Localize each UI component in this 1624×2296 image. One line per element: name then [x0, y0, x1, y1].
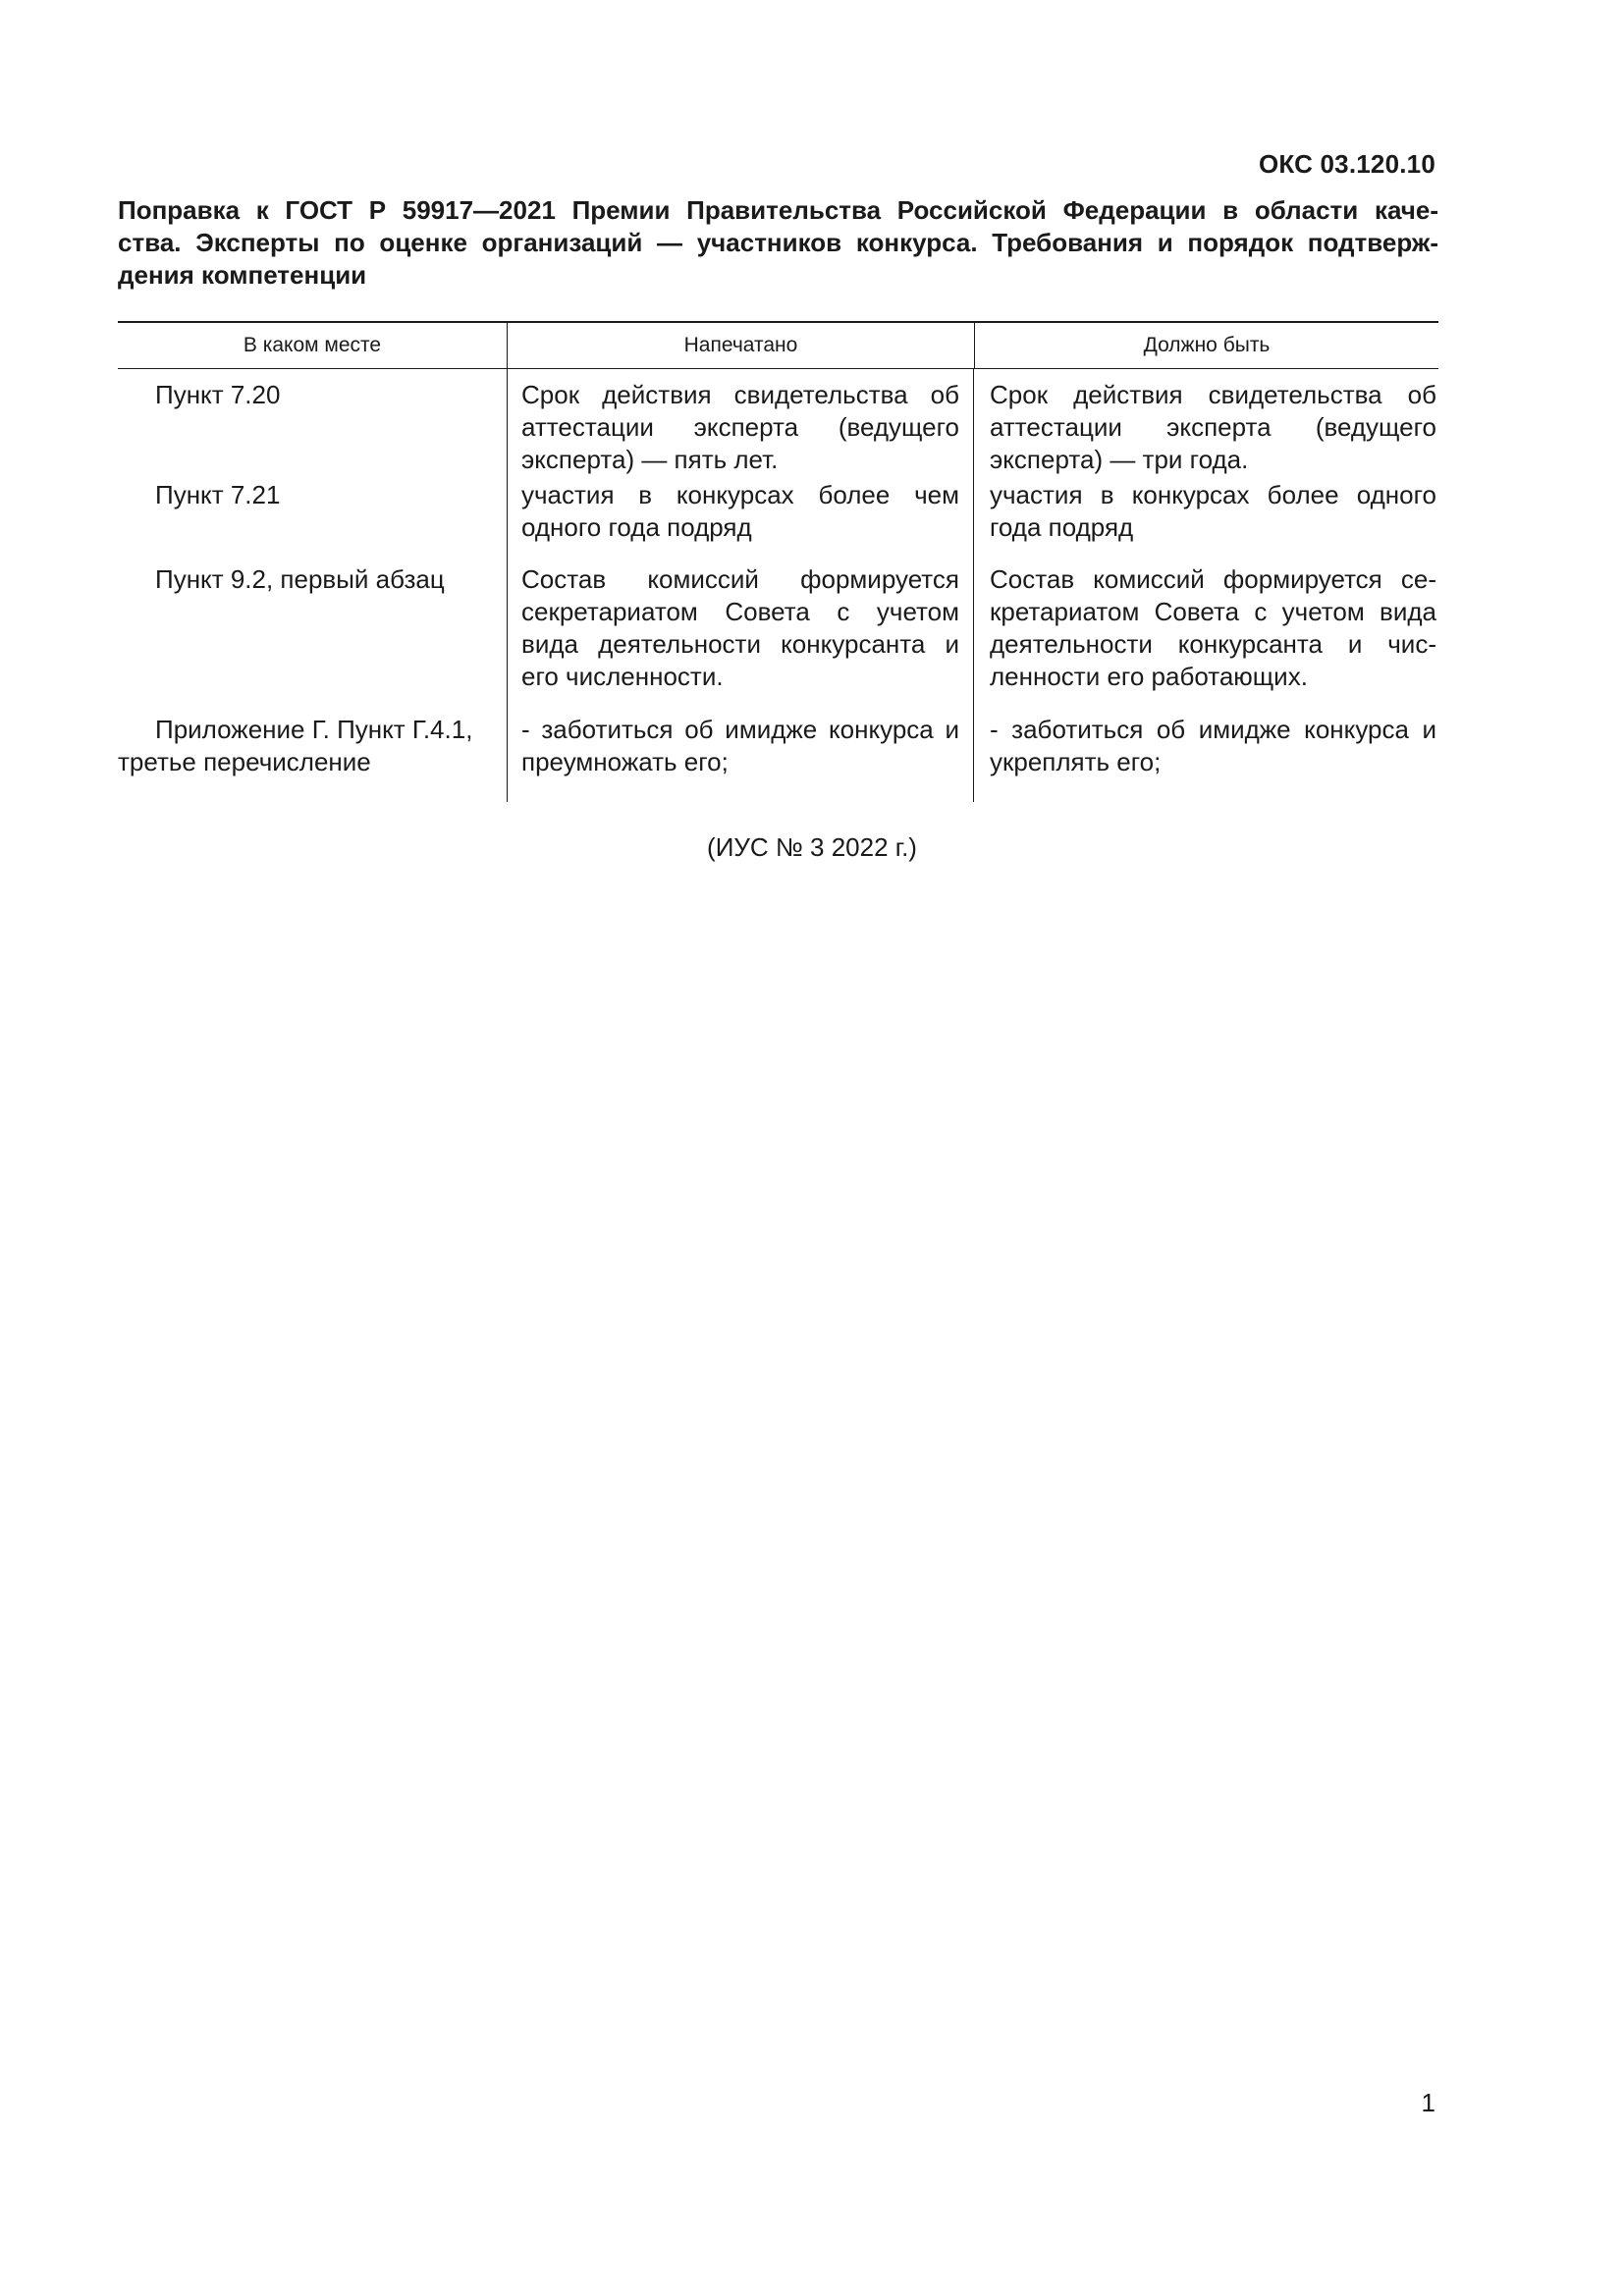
- header-printed: Напечатано: [507, 323, 974, 368]
- table-row: [118, 714, 1438, 802]
- table-row: [118, 369, 1438, 479]
- cell-where: Приложение Г. Пункт Г.4.1, третье перечисление: [118, 715, 473, 776]
- cell-where: Пункт 7.21: [155, 480, 281, 509]
- table-row: [118, 563, 1438, 714]
- cell-where: Пункт 9.2, первый абзац: [155, 564, 445, 594]
- cell-printed: Состав комиссий формируется секретариатом Совета с учетом вида деятельности конкурсанта и его численности.: [507, 563, 973, 714]
- cell-should-be: - заботиться об имидже конкурса и укреплять его;: [973, 714, 1436, 802]
- document-title: [118, 194, 1438, 292]
- ius-reference: (ИУС № 3 2022 г.): [707, 832, 917, 862]
- cell-where: Пункт 7.20: [155, 380, 281, 409]
- title-line-3: дения компетенции: [118, 260, 367, 290]
- classification-code: ОКС 03.120.10: [1258, 149, 1435, 179]
- title-line-1: Поправка к ГОСТ Р 59917—2021 Премии Правительства Российской Федерации в области каче-: [118, 195, 1438, 225]
- page-number: 1: [1421, 2088, 1435, 2117]
- title-line-2: ства. Эксперты по оценке организаций — участников конкурса. Требования и порядок подтверж-: [118, 228, 1438, 257]
- cell-should-be: Состав комиссий формируется секретариатом Совета с учетом вида деятельности конкурсанта и численности его работающих.: [973, 563, 1436, 714]
- table-body: [118, 369, 1438, 802]
- cell-printed: участия в конкурсах более чем одного года подряд: [507, 479, 973, 563]
- table-header: [118, 323, 1438, 369]
- table-row: [118, 479, 1438, 563]
- cell-should-be: участия в конкурсах более одного года подряд: [973, 479, 1436, 563]
- header-where: В каком месте: [243, 334, 382, 356]
- cell-printed: Срок действия свидетельства об аттестации эксперта (ведущего эксперта) — пять лет.: [507, 369, 973, 479]
- amendment-table: [118, 321, 1438, 802]
- header-should-be: Должно быть: [974, 323, 1438, 368]
- cell-should-be: Срок действия свидетельства об аттестации эксперта (ведущего эксперта) — три года.: [973, 369, 1436, 479]
- cell-printed: - заботиться об имидже конкурса и преумножать его;: [507, 714, 973, 802]
